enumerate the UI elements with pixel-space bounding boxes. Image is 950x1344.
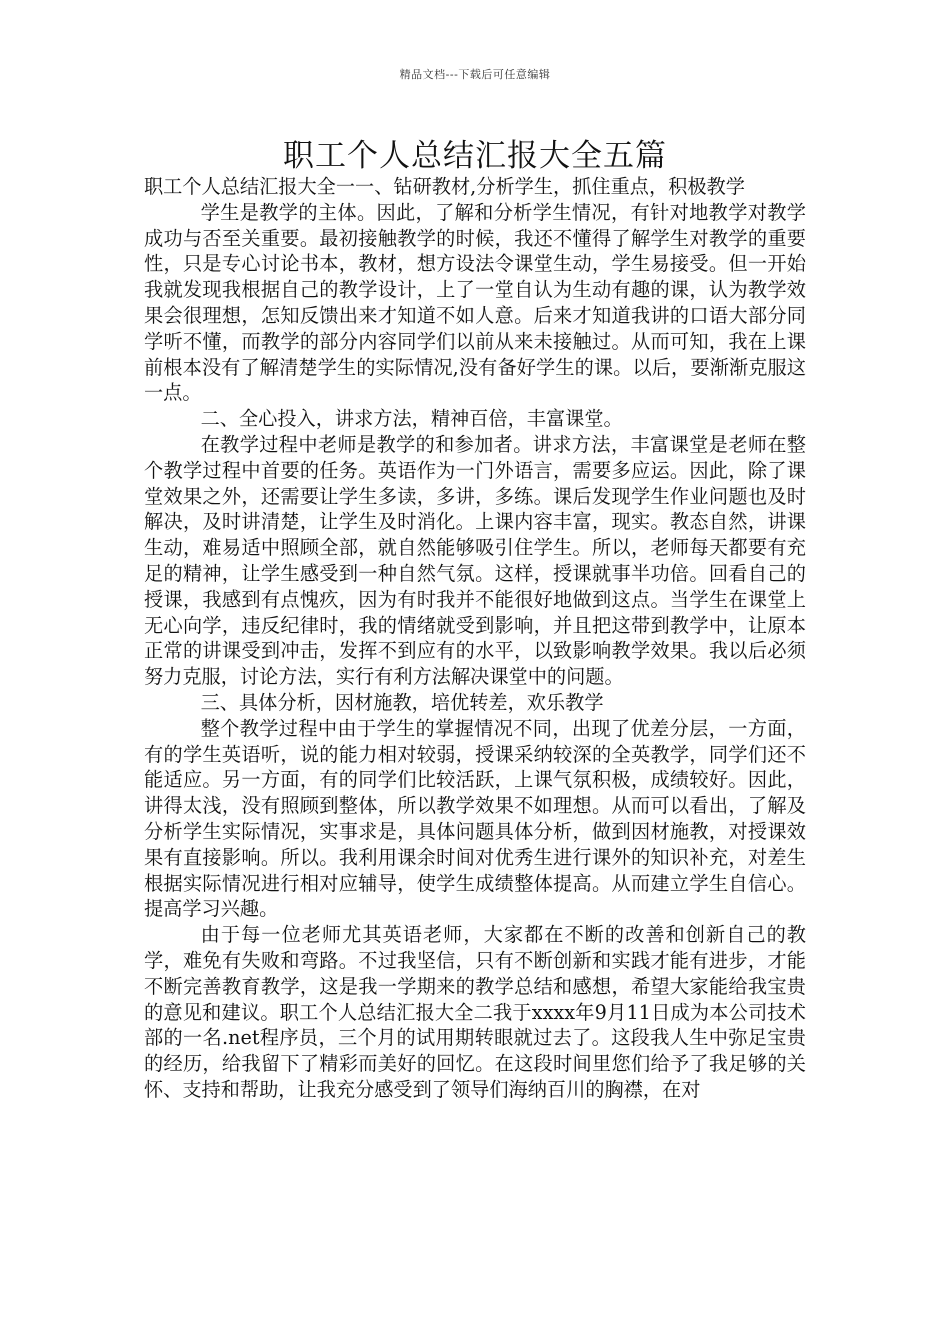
paragraph-2: 在教学过程中老师是教学的和参加者。讲求方法，丰富课堂是老师在整个教学过程中首要的任务。英语作为一门外语言，需要多应运。因此，除了课堂效果之外，还需要让学生多读，多讲，多练。课后发现学生作业问题也及时解决，及时讲清楚，让学生及时消化。上课内容丰富，现实。教态自然，讲课生动，难易适中照顾全部，就自然能够吸引住学生。所以，老师每天都要有充足的精神，让学生感受到一种自然气氛。这样，授课就事半功倍。回看自己的授课，我感到有点愧疚，因为有时我并不能很好地做到这点。当学生在课堂上无心向学，违反纪律时，我的情绪就受到影响，并且把这带到教学中，让原本正常的讲课受到冲击，发挥不到应有的水平，以致影响教学效果。我以后必须努力克服，讨论方法，实行有利方法解决课堂中的问题。 — [144, 432, 806, 689]
section-heading-3: 三、具体分析，因材施教，培优转差，欢乐教学 — [200, 690, 604, 714]
document-body — [144, 174, 806, 1103]
header-note: 精品文档---下载后可任意编辑 — [399, 68, 551, 81]
document-title: 职工个人总结汇报大全五篇 — [283, 138, 667, 174]
paragraph-intro-heading: 职工个人总结汇报大全一一、钻研教材,分析学生，抓住重点，积极教学 — [144, 175, 745, 198]
section-heading-2: 二、全心投入，讲求方法，精神百倍，丰富课堂。 — [200, 407, 623, 431]
paragraph-4: 由于每一位老师尤其英语老师，大家都在不断的改善和创新自己的教学，难免有失败和弯路。不过我坚信，只有不断创新和实践才能有进步，才能不断完善教育教学，这是我一学期来的教学总结和感想，希望大家能给我宝贵的意见和建议。职工个人总结汇报大全二我于xxxx年9月11日成为本公司技术部的一名.net程序员，三个月的试用期转眼就过去了。这段我人生中弥足宝贵的经历，给我留下了精彩而美好的回忆。在这段时间里您们给予了我足够的关怀、支持和帮助，让我充分感受到了领导们海纳百川的胸襟，在对 — [144, 923, 806, 1101]
paragraph-1: 学生是教学的主体。因此，了解和分析学生情况，有针对地教学对教学成功与否至关重要。最初接触教学的时候，我还不懂得了解学生对教学的重要性，只是专心讨论书本，教材，想方设法令课堂生动，学生易接受。但一开始我就发现我根据自己的教学设计，上了一堂自认为生动有趣的课，认为教学效果会很理想，怎知反馈出来才知道不如人意。后来才知道我讲的口语大部分同学听不懂，而教学的部分内容同学们以前从来未接触过。从而可知，我在上课前根本没有了解清楚学生的实际情况,没有备好学生的课。以后，要渐渐克服这一点。 — [144, 200, 806, 405]
paragraph-3: 整个教学过程中由于学生的掌握情况不同，出现了优差分层，一方面，有的学生英语听，说的能力相对较弱，授课采纳较深的全英教学，同学们还不能适应。另一方面，有的同学们比较活跃，上课气氛积极，成绩较好。因此，讲得太浅，没有照顾到整体，所以教学效果不如理想。从而可以看出，了解及分析学生实际情况，实事求是，具体问题具体分析，做到因材施教，对授课效果有直接影响。所以。我利用课余时间对优秀生进行课外的知识补充，对差生根据实际情况进行相对应辅导，使学生成绩整体提高。从而建立学生自信心。提高学习兴趣。 — [144, 716, 806, 921]
